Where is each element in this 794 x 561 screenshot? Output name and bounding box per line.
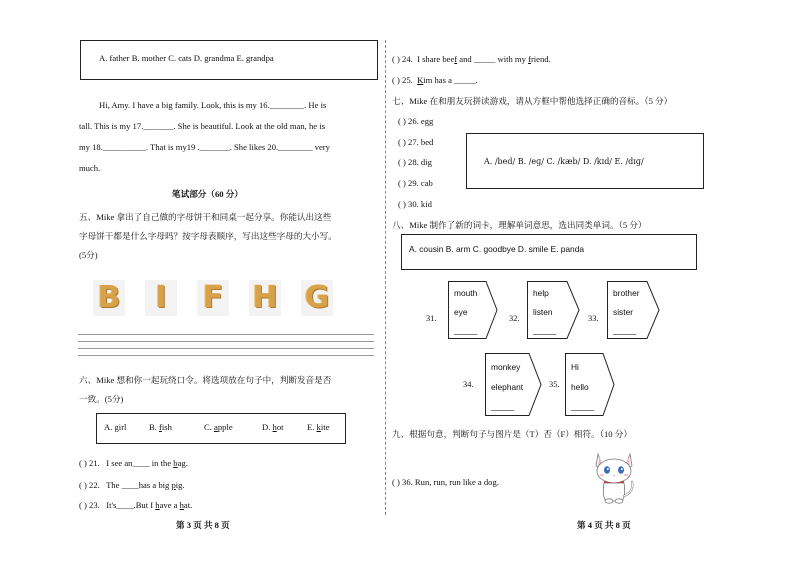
question-36[interactable]: ( ) 36. Run, run, run like a dog. [392,477,499,487]
sound-option: C. apple [204,422,233,432]
cookie-letter-image [301,280,333,316]
card-word: hello [571,382,589,392]
page-footer-left: 第 3 页 共 8 页 [176,520,230,530]
card-word: brother [613,288,640,298]
question-30[interactable]: ( ) 30. kid [398,199,432,209]
question-24[interactable]: ( ) 24. I share beef and _____ with my friend. [392,54,551,64]
question-25[interactable]: ( ) 25. Kim has a _____. [392,75,478,85]
word-card [607,281,660,339]
section-8-title: 八、Mike 制作了新的词卡，理解单词意思，选出同类单词。（5 分） [392,220,647,230]
paragraph-line: my 18.__________. That is my19 ._______. She likes 20.________ very [79,142,330,152]
card-word: elephant [491,382,524,392]
card-number: 31. [426,314,437,323]
section-6-line: 一致。(5分) [79,394,124,404]
card-blank[interactable]: _____ [491,401,515,411]
cookie-letter: B [97,280,121,315]
sound-option: D. hot [262,422,284,432]
cookie-letter: G [304,280,330,315]
card-word: eye [454,307,468,317]
question-27[interactable]: ( ) 27. bed [398,137,434,147]
cookie-letter-image [93,280,125,316]
card-number: 32. [509,314,520,323]
phonetics-options: A. /bed/ B. /eɡ/ C. /kæb/ D. /kɪd/ E. /dɪɡ/ [484,157,644,166]
sound-option: A. girl [104,422,127,432]
paragraph-line: tall. This is my 17._______. She is beautiful. Look at the old man, he is [79,121,325,131]
cookie-letter: F [202,280,224,315]
word-card [527,281,580,339]
card-blank[interactable]: _____ [533,325,557,335]
card-word: Hi [571,362,579,372]
question-29[interactable]: ( ) 29. cab [398,178,433,188]
question-23[interactable]: ( ) 23. It's____.But I have a hat. [79,500,193,510]
writing-line[interactable] [78,355,374,356]
card-word: monkey [491,362,521,372]
card-blank[interactable]: _____ [571,401,595,411]
cookie-letter: H [252,280,278,315]
sound-option: E. kite [307,422,330,432]
section-9-title: 九、根据句意，判断句子与图片是（T）否（F）相符。（10 分） [392,429,632,439]
question-21[interactable]: ( ) 21. I see an____ in the bag. [79,458,188,468]
card-number: 35. [549,380,560,389]
paragraph-line: Hi, Amy. I have a big family. Look, this is my 16.________. He is [99,100,327,110]
card-word: listen [533,307,553,317]
section-5-line: (5分) [79,250,98,260]
cat-icon [590,446,638,506]
section-6-instructions [79,371,331,409]
card-word: help [533,288,549,298]
page-footer-right: 第 4 页 共 8 页 [577,520,631,530]
question-26[interactable]: ( ) 26. egg [398,116,434,126]
cookie-letter: I [155,280,167,315]
writing-line[interactable] [78,348,374,349]
word-card [485,353,542,416]
page-divider [385,40,386,515]
written-section-title: 笔试部分（60 分） [172,189,243,199]
card-blank[interactable]: _____ [454,325,478,335]
word-bank-options: A. father B. mother C. cats D. grandma E. grandpa [99,53,274,63]
word-card [448,281,498,339]
card-blank[interactable]: _____ [613,325,637,335]
cloze-paragraph [79,95,373,179]
card-word: sister [613,307,634,317]
section-6-line: 六、Mike 想和你一起玩绕口令。将选项放在句子中，判断发音是否 [79,375,332,385]
question-22[interactable]: ( ) 22. The ____has a big pig. [79,480,185,490]
word-card-options: A. cousin B. arm C. goodbye D. smile E. panda [409,244,585,254]
cookie-letter-image [145,280,177,316]
writing-line[interactable] [78,341,374,342]
sound-option: B. fish [149,422,172,432]
cookie-letter-image [249,280,281,316]
cat-illustration [590,446,638,506]
card-number: 34. [463,380,474,389]
paragraph-line: much. [79,163,101,173]
word-card [565,353,615,416]
section-5-line: 五、Mike 拿出了自己做的字母饼干和同桌一起分享。你能认出这些 [79,212,332,222]
section-5-instructions [79,208,379,265]
section-7-title: 七、Mike 在和朋友玩拼读游戏，请从方框中帮他选择正确的音标。（5 分） [392,96,673,106]
question-28[interactable]: ( ) 28. dig [398,157,432,167]
writing-line[interactable] [78,334,374,335]
card-number: 33. [588,314,599,323]
cookie-letter-image [197,280,229,316]
card-word: mouth [454,288,478,298]
section-5-line: 字母饼干都是什么字母吗？按字母表顺序，写出这些字母的大小写。 [79,231,337,241]
